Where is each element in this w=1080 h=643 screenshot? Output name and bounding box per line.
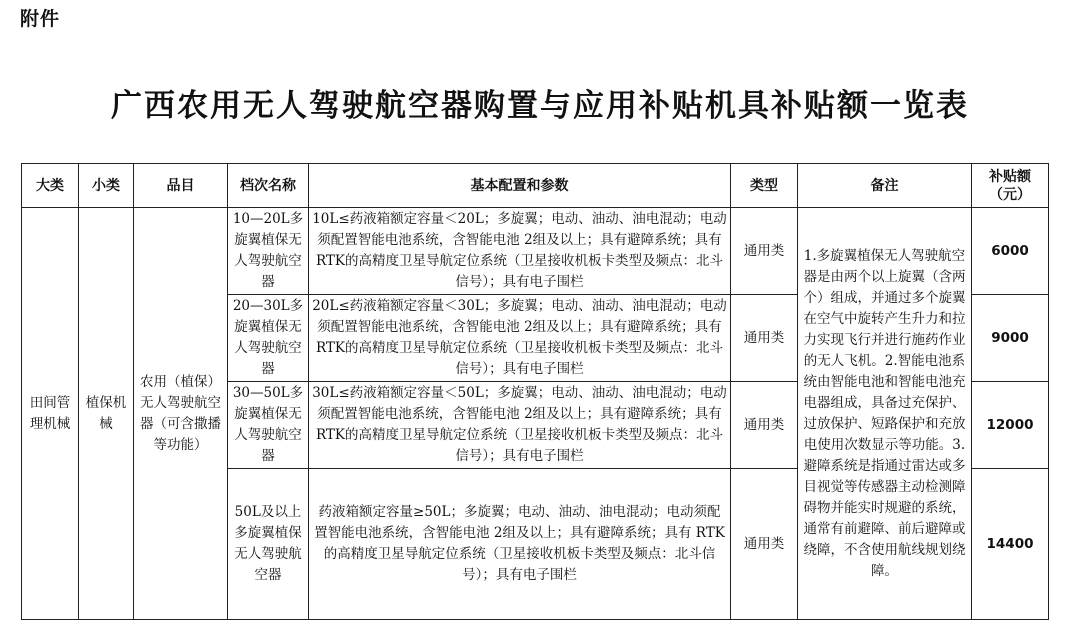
document-title: 广西农用无人驾驶航空器购置与应用补贴机具补贴额一览表 — [111, 88, 969, 124]
header-spec: 基本配置和参数 — [309, 164, 731, 208]
spec-cell: 10L≤药液箱额定容量＜20L；多旋翼；电动、油动、油电混动；电动须配置智能电池系统，含智能电池 2组及以上；具有避障系统；具有 RTK的高精度卫星导航定位系统（卫星接收机板卡类型及频点：北斗信号）；具有电子围栏 — [309, 208, 731, 295]
grade-cell: 30—50L多旋翼植保无人驾驶航空器 — [228, 382, 309, 469]
header-item: 品目 — [134, 164, 228, 208]
type-cell: 通用类 — [731, 469, 798, 620]
table-header-row — [22, 164, 1049, 208]
category-cell: 田间管理机械 — [22, 208, 79, 620]
grade-cell: 50L及以上多旋翼植保无人驾驶航空器 — [228, 469, 309, 620]
amount-cell: 6000 — [972, 208, 1049, 295]
header-type: 类型 — [731, 164, 798, 208]
attachment-label: 附件 — [20, 8, 61, 30]
spec-cell: 药液箱额定容量≥50L；多旋翼；电动、油动、油电混动；电动须配置智能电池系统，含智能电池 2组及以上；具有避障系统；具有 RTK的高精度卫星导航定位系统（卫星接收机板卡类型及频点：北斗信号）；具有电子围栏 — [309, 469, 731, 620]
spec-cell: 20L≤药液箱额定容量＜30L；多旋翼；电动、油动、油电混动；电动须配置智能电池系统，含智能电池 2组及以上；具有避障系统；具有 RTK的高精度卫星导航定位系统（卫星接收机板卡类型及频点：北斗信号）；具有电子围栏 — [309, 295, 731, 382]
header-grade: 档次名称 — [228, 164, 309, 208]
grade-cell: 10—20L多旋翼植保无人驾驶航空器 — [228, 208, 309, 295]
remarks-cell: 1.多旋翼植保无人驾驶航空器是由两个以上旋翼（含两个）组成，并通过多个旋翼在空气中旋转产生升力和拉力实现飞行并进行施药作业的无人飞机。2.智能电池系统由智能电池和智能电池充电器组成，具备过充保护、过放保护、短路保护和充放电使用次数显示等功能。3.避障系统是指通过雷达或多目视觉等传感器主动检测障碍物并能实时规避的系统，通常有前避障、前后避障或绕障，不含使用航线规划绕障。 — [798, 208, 972, 620]
item-cell: 农用（植保）无人驾驶航空器（可含撒播等功能） — [134, 208, 228, 620]
amount-cell: 12000 — [972, 382, 1049, 469]
header-amount: 补贴额（元） — [972, 164, 1049, 208]
header-remarks: 备注 — [798, 164, 972, 208]
spec-cell: 30L≤药液箱额定容量＜50L；多旋翼；电动、油动、油电混动；电动须配置智能电池系统，含智能电池 2组及以上；具有避障系统；具有 RTK的高精度卫星导航定位系统（卫星接收机板卡类型及频点：北斗信号）；具有电子围栏 — [309, 382, 731, 469]
type-cell: 通用类 — [731, 208, 798, 295]
type-cell: 通用类 — [731, 382, 798, 469]
subsidy-table — [21, 163, 1049, 620]
amount-cell: 9000 — [972, 295, 1049, 382]
header-subcategory: 小类 — [79, 164, 134, 208]
amount-cell: 14400 — [972, 469, 1049, 620]
table-row — [22, 208, 1049, 295]
grade-cell: 20—30L多旋翼植保无人驾驶航空器 — [228, 295, 309, 382]
header-category: 大类 — [22, 164, 79, 208]
subcategory-cell: 植保机械 — [79, 208, 134, 620]
type-cell: 通用类 — [731, 295, 798, 382]
